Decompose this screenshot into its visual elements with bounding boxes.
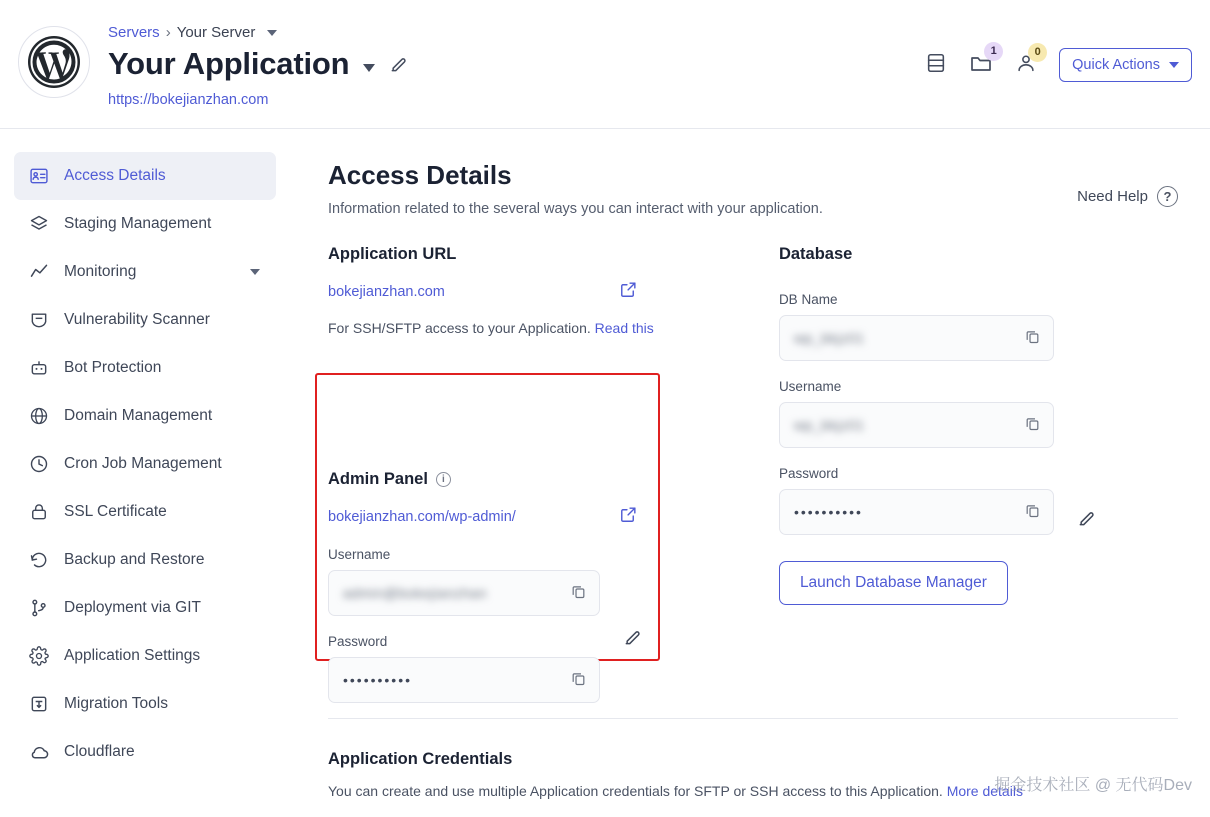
reports-icon[interactable] <box>925 52 947 79</box>
main-content <box>290 130 1210 817</box>
sidebar <box>0 130 290 817</box>
admin-panel-external-link-icon[interactable] <box>619 505 638 529</box>
admin-password-field[interactable] <box>328 657 600 703</box>
db-username-field[interactable] <box>779 402 1054 448</box>
copy-icon[interactable] <box>1024 415 1041 435</box>
admin-password-value: •••••••••• <box>343 672 413 688</box>
notifications-icon[interactable] <box>969 45 997 80</box>
migration-icon <box>28 693 50 715</box>
gear-icon <box>28 645 50 667</box>
db-name-field[interactable] <box>779 315 1054 361</box>
breadcrumb-chevron-down-icon[interactable] <box>267 30 277 36</box>
admin-username-value: admin@bokejianzhan <box>343 585 487 601</box>
application-credentials-heading <box>328 750 1023 769</box>
clock-icon <box>28 453 50 475</box>
page-subtitle: Information related to the several ways you can interact with your application. <box>328 201 823 217</box>
sidebar-item-ssl-certificate[interactable] <box>14 488 276 536</box>
breadcrumb-current-server: Your Server <box>176 24 256 41</box>
notifications-badge: 1 <box>984 42 1003 61</box>
sidebar-item-label: Access Details <box>64 167 166 184</box>
quick-actions-button[interactable] <box>1059 48 1192 82</box>
bot-protection-icon <box>28 357 50 379</box>
app-header <box>0 0 1210 129</box>
sidebar-item-label: Bot Protection <box>64 359 162 376</box>
copy-icon[interactable] <box>1024 328 1041 348</box>
application-credentials-description <box>328 783 1023 799</box>
admin-panel-section <box>328 336 779 703</box>
domain-icon <box>28 405 50 427</box>
sidebar-item-label: Cron Job Management <box>64 455 222 472</box>
admin-panel-url-link[interactable]: bokejianzhan.com/wp-admin/ <box>328 509 516 525</box>
admin-username-field[interactable] <box>328 570 600 616</box>
sidebar-monitoring-chevron-down-icon[interactable] <box>250 269 260 275</box>
copy-icon[interactable] <box>570 670 587 690</box>
db-password-label: Password <box>778 466 839 481</box>
sidebar-item-label: Domain Management <box>64 407 213 424</box>
right-column <box>779 245 1178 703</box>
sidebar-item-label: Monitoring <box>64 263 137 280</box>
application-chevron-down-icon[interactable] <box>363 64 375 72</box>
app-title-row <box>108 46 409 82</box>
application-url-heading <box>328 245 779 264</box>
sidebar-item-access-details[interactable] <box>14 152 276 200</box>
quick-actions-chevron-down-icon <box>1169 62 1179 68</box>
database-heading <box>779 245 1178 264</box>
application-url-value-link[interactable]: bokejianzhan.com <box>328 284 445 300</box>
sidebar-item-label: SSL Certificate <box>64 503 167 520</box>
edit-application-name-icon[interactable] <box>389 54 409 79</box>
edit-db-password-icon[interactable] <box>1077 508 1097 533</box>
database-heading-label: Database <box>778 245 853 263</box>
admin-panel-heading-label: Admin Panel <box>328 470 428 488</box>
admin-panel-url-row <box>328 505 638 529</box>
sidebar-item-monitoring[interactable] <box>14 248 276 296</box>
git-icon <box>28 597 50 619</box>
sidebar-item-staging-management[interactable] <box>14 200 276 248</box>
sidebar-item-backup-and-restore[interactable] <box>14 536 276 584</box>
breadcrumb <box>108 24 277 41</box>
breadcrumb-servers-link[interactable]: Servers <box>108 24 160 41</box>
application-credentials-section <box>328 750 1023 799</box>
db-username-label: Username <box>778 379 842 394</box>
sidebar-item-label: Staging Management <box>64 215 212 232</box>
application-url-link[interactable]: https://bokejianzhan.com <box>108 92 269 108</box>
watermark: 掘金技术社区 @ 无代码Dev <box>994 777 1192 794</box>
sidebar-item-label: Cloudflare <box>64 743 135 760</box>
left-column <box>328 245 779 703</box>
sidebar-item-label: Vulnerability Scanner <box>64 311 210 328</box>
db-password-field[interactable] <box>779 489 1054 535</box>
need-help-label: Need Help <box>1077 188 1148 205</box>
external-link-icon[interactable] <box>619 280 638 304</box>
wordpress-logo <box>18 26 90 98</box>
sidebar-item-cloudflare[interactable] <box>14 728 276 776</box>
db-name-value: wp_bkjz01 <box>793 330 865 346</box>
launch-database-manager-button[interactable] <box>779 561 1008 605</box>
application-url-heading-label: Application URL <box>328 245 457 263</box>
vulnerability-icon <box>28 309 50 331</box>
admin-username-label: Username <box>328 547 391 562</box>
copy-icon[interactable] <box>570 583 587 603</box>
sidebar-item-bot-protection[interactable] <box>14 344 276 392</box>
db-username-value: wp_bkjz01 <box>793 417 865 433</box>
header-actions <box>925 45 1192 82</box>
ssh-sftp-note-text: For SSH/SFTP access to your Application. <box>328 320 591 336</box>
page-application-title: Your Application <box>108 46 350 81</box>
copy-icon[interactable] <box>1024 502 1041 522</box>
restore-icon <box>28 549 50 571</box>
info-icon[interactable]: i <box>436 472 451 487</box>
sidebar-item-label: Migration Tools <box>64 695 168 712</box>
db-name-label: DB Name <box>778 292 838 307</box>
sidebar-item-application-settings[interactable] <box>14 632 276 680</box>
launch-database-manager-label: Launch Database Manager <box>799 574 987 591</box>
sidebar-item-cron-job-management[interactable] <box>14 440 276 488</box>
user-account-icon[interactable] <box>1015 46 1041 79</box>
sidebar-item-migration-tools[interactable] <box>14 680 276 728</box>
admin-panel-heading <box>328 470 779 489</box>
admin-password-label: Password <box>328 634 388 649</box>
read-this-link[interactable]: Read this <box>594 320 654 336</box>
sidebar-item-label: Backup and Restore <box>64 551 205 568</box>
access-details-icon <box>28 165 50 187</box>
sidebar-item-label: Deployment via GIT <box>64 599 201 616</box>
page-title: Access Details <box>328 160 512 190</box>
cloud-icon <box>28 741 50 763</box>
section-divider <box>328 718 1178 719</box>
application-url-row <box>328 280 638 304</box>
more-details-link[interactable]: More details <box>946 783 1023 799</box>
sidebar-item-vulnerability-scanner[interactable] <box>14 296 276 344</box>
quick-actions-label: Quick Actions <box>1072 57 1160 73</box>
sidebar-item-label: Application Settings <box>64 647 201 664</box>
sidebar-item-deployment-via-git[interactable] <box>14 584 276 632</box>
staging-icon <box>28 213 50 235</box>
ssh-sftp-note <box>328 320 779 336</box>
need-help-button[interactable] <box>1077 186 1178 207</box>
breadcrumb-separator: › <box>165 24 171 41</box>
edit-admin-password-icon[interactable] <box>623 627 643 652</box>
application-credentials-description-text: You can create and use multiple Application credentials for SFTP or SSH access to this Application. <box>328 783 943 799</box>
application-credentials-heading-label: Application Credentials <box>328 750 513 768</box>
help-question-icon: ? <box>1157 186 1178 207</box>
user-badge: 0 <box>1028 43 1047 62</box>
sidebar-item-domain-management[interactable] <box>14 392 276 440</box>
monitoring-icon <box>28 261 50 283</box>
db-password-value: •••••••••• <box>793 504 863 520</box>
details-columns <box>328 245 1178 703</box>
lock-icon <box>28 501 50 523</box>
